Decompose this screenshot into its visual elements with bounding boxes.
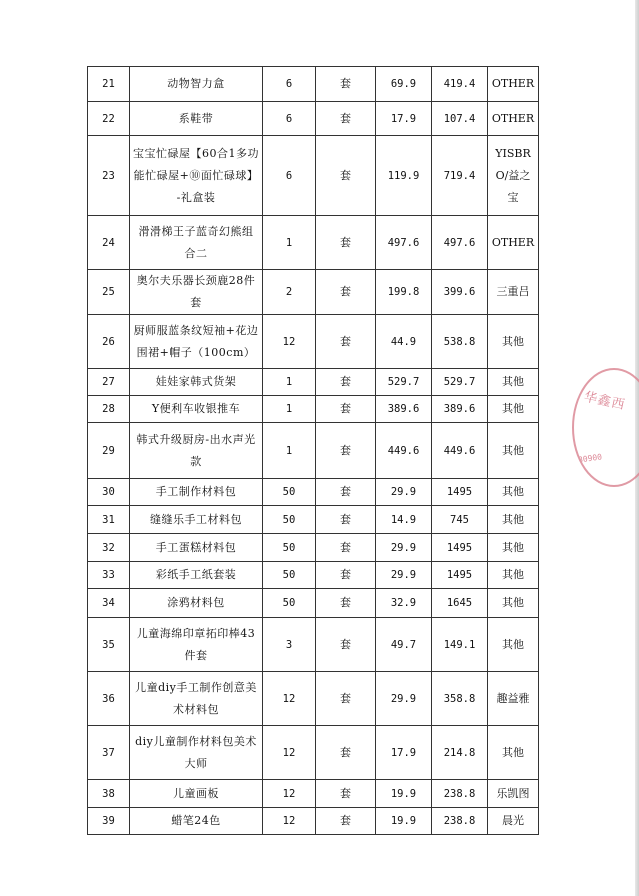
brand-cell: OTHER: [488, 216, 539, 270]
product-name-cell: 韩式升级厨房-出水声光款: [130, 423, 263, 479]
quantity-cell: 12: [263, 780, 316, 808]
total-price-cell: 358.8: [432, 672, 488, 726]
brand-cell: 其他: [488, 396, 539, 423]
quantity-cell: 12: [263, 315, 316, 369]
unit-price-cell: 44.9: [376, 315, 432, 369]
unit-cell: 套: [316, 102, 376, 136]
unit-price-cell: 29.9: [376, 479, 432, 506]
quantity-cell: 1: [263, 423, 316, 479]
product-name-cell: 儿童diy手工制作创意美术材料包: [130, 672, 263, 726]
product-name-cell: 涂鸦材料包: [130, 589, 263, 618]
unit-cell: 套: [316, 369, 376, 396]
quantity-cell: 6: [263, 136, 316, 216]
unit-price-cell: 69.9: [376, 67, 432, 102]
table-row: [88, 780, 539, 808]
total-price-cell: 149.1: [432, 618, 488, 672]
total-price-cell: 497.6: [432, 216, 488, 270]
table-row: [88, 562, 539, 589]
brand-cell: 其他: [488, 315, 539, 369]
row-number-cell: 27: [88, 369, 130, 396]
unit-price-cell: 19.9: [376, 780, 432, 808]
quantity-cell: 50: [263, 534, 316, 562]
total-price-cell: 238.8: [432, 780, 488, 808]
total-price-cell: 107.4: [432, 102, 488, 136]
total-price-cell: 214.8: [432, 726, 488, 780]
unit-price-cell: 389.6: [376, 396, 432, 423]
items-table: [87, 66, 539, 835]
row-number-cell: 25: [88, 270, 130, 315]
unit-cell: 套: [316, 726, 376, 780]
row-number-cell: 26: [88, 315, 130, 369]
product-name-cell: 手工制作材料包: [130, 479, 263, 506]
product-name-cell: 动物智力盒: [130, 67, 263, 102]
items-table-body: [88, 67, 539, 835]
table-row: [88, 270, 539, 315]
total-price-cell: 1495: [432, 479, 488, 506]
total-price-cell: 745: [432, 506, 488, 534]
product-name-cell: 宝宝忙碌屋【60合1多功能忙碌屋+⑩面忙碌球】-礼盒装: [130, 136, 263, 216]
total-price-cell: 419.4: [432, 67, 488, 102]
quantity-cell: 50: [263, 589, 316, 618]
unit-price-cell: 29.9: [376, 672, 432, 726]
total-price-cell: 1645: [432, 589, 488, 618]
unit-cell: 套: [316, 589, 376, 618]
brand-cell: 其他: [488, 618, 539, 672]
unit-cell: 套: [316, 534, 376, 562]
table-row: [88, 506, 539, 534]
unit-price-cell: 49.7: [376, 618, 432, 672]
unit-cell: 套: [316, 67, 376, 102]
unit-price-cell: 17.9: [376, 102, 432, 136]
unit-cell: 套: [316, 808, 376, 835]
total-price-cell: 1495: [432, 562, 488, 589]
product-name-cell: 彩纸手工纸套装: [130, 562, 263, 589]
product-name-cell: Y便利车收银推车: [130, 396, 263, 423]
brand-cell: 晨光: [488, 808, 539, 835]
total-price-cell: 529.7: [432, 369, 488, 396]
unit-cell: 套: [316, 562, 376, 589]
brand-cell: 三重吕: [488, 270, 539, 315]
table-row: [88, 102, 539, 136]
unit-price-cell: 29.9: [376, 562, 432, 589]
row-number-cell: 30: [88, 479, 130, 506]
unit-cell: 套: [316, 672, 376, 726]
row-number-cell: 31: [88, 506, 130, 534]
unit-cell: 套: [316, 396, 376, 423]
unit-cell: 套: [316, 618, 376, 672]
unit-price-cell: 29.9: [376, 534, 432, 562]
table-row: [88, 216, 539, 270]
table-row: [88, 618, 539, 672]
brand-cell: OTHER: [488, 67, 539, 102]
unit-price-cell: 17.9: [376, 726, 432, 780]
table-row: [88, 672, 539, 726]
unit-price-cell: 199.8: [376, 270, 432, 315]
product-name-cell: 系鞋带: [130, 102, 263, 136]
total-price-cell: 238.8: [432, 808, 488, 835]
unit-cell: 套: [316, 315, 376, 369]
unit-price-cell: 529.7: [376, 369, 432, 396]
unit-price-cell: 449.6: [376, 423, 432, 479]
table-row: [88, 396, 539, 423]
quantity-cell: 50: [263, 562, 316, 589]
row-number-cell: 24: [88, 216, 130, 270]
quantity-cell: 2: [263, 270, 316, 315]
row-number-cell: 28: [88, 396, 130, 423]
table-row: [88, 136, 539, 216]
brand-cell: 趣益雅: [488, 672, 539, 726]
total-price-cell: 389.6: [432, 396, 488, 423]
brand-cell: 乐凯图: [488, 780, 539, 808]
brand-cell: 其他: [488, 479, 539, 506]
quantity-cell: 12: [263, 808, 316, 835]
seal-code: 30900: [577, 452, 603, 465]
row-number-cell: 36: [88, 672, 130, 726]
brand-cell: 其他: [488, 506, 539, 534]
unit-cell: 套: [316, 780, 376, 808]
quantity-cell: 1: [263, 396, 316, 423]
product-name-cell: 手工蛋糕材料包: [130, 534, 263, 562]
total-price-cell: 719.4: [432, 136, 488, 216]
row-number-cell: 38: [88, 780, 130, 808]
table-row: [88, 315, 539, 369]
unit-price-cell: 19.9: [376, 808, 432, 835]
seal-text: 华鑫西: [582, 389, 627, 414]
product-name-cell: 厨师服蓝条纹短袖+花边围裙+帽子（100cm）: [130, 315, 263, 369]
quantity-cell: 12: [263, 726, 316, 780]
total-price-cell: 1495: [432, 534, 488, 562]
brand-cell: 其他: [488, 562, 539, 589]
unit-cell: 套: [316, 479, 376, 506]
product-name-cell: 蜡笔24色: [130, 808, 263, 835]
row-number-cell: 37: [88, 726, 130, 780]
row-number-cell: 29: [88, 423, 130, 479]
product-name-cell: 滑滑梯王子蓝奇幻熊组合二: [130, 216, 263, 270]
table-row: [88, 589, 539, 618]
brand-cell: 其他: [488, 423, 539, 479]
quantity-cell: 1: [263, 216, 316, 270]
product-name-cell: 缝缝乐手工材料包: [130, 506, 263, 534]
unit-price-cell: 32.9: [376, 589, 432, 618]
unit-cell: 套: [316, 423, 376, 479]
quantity-cell: 6: [263, 102, 316, 136]
table-row: [88, 534, 539, 562]
brand-cell: OTHER: [488, 102, 539, 136]
quantity-cell: 12: [263, 672, 316, 726]
company-seal: [572, 368, 639, 487]
table-row: [88, 479, 539, 506]
unit-price-cell: 119.9: [376, 136, 432, 216]
brand-cell: 其他: [488, 369, 539, 396]
total-price-cell: 399.6: [432, 270, 488, 315]
quantity-cell: 3: [263, 618, 316, 672]
unit-cell: 套: [316, 136, 376, 216]
quantity-cell: 50: [263, 506, 316, 534]
brand-cell: YISBRO/益之宝: [488, 136, 539, 216]
row-number-cell: 23: [88, 136, 130, 216]
row-number-cell: 22: [88, 102, 130, 136]
quantity-cell: 6: [263, 67, 316, 102]
brand-cell: 其他: [488, 589, 539, 618]
table-row: [88, 423, 539, 479]
total-price-cell: 538.8: [432, 315, 488, 369]
product-name-cell: 儿童画板: [130, 780, 263, 808]
table-row: [88, 369, 539, 396]
unit-cell: 套: [316, 506, 376, 534]
product-name-cell: 儿童海绵印章拓印棒43件套: [130, 618, 263, 672]
quantity-cell: 50: [263, 479, 316, 506]
row-number-cell: 32: [88, 534, 130, 562]
row-number-cell: 21: [88, 67, 130, 102]
brand-cell: 其他: [488, 534, 539, 562]
row-number-cell: 34: [88, 589, 130, 618]
product-name-cell: 娃娃家韩式货架: [130, 369, 263, 396]
row-number-cell: 39: [88, 808, 130, 835]
unit-cell: 套: [316, 270, 376, 315]
brand-cell: 其他: [488, 726, 539, 780]
table-row: [88, 67, 539, 102]
unit-price-cell: 497.6: [376, 216, 432, 270]
quantity-cell: 1: [263, 369, 316, 396]
row-number-cell: 35: [88, 618, 130, 672]
table-row: [88, 726, 539, 780]
table-row: [88, 808, 539, 835]
unit-price-cell: 14.9: [376, 506, 432, 534]
unit-cell: 套: [316, 216, 376, 270]
product-name-cell: diy儿童制作材料包美术大师: [130, 726, 263, 780]
total-price-cell: 449.6: [432, 423, 488, 479]
row-number-cell: 33: [88, 562, 130, 589]
product-name-cell: 奥尔夫乐器长颈鹿28件套: [130, 270, 263, 315]
